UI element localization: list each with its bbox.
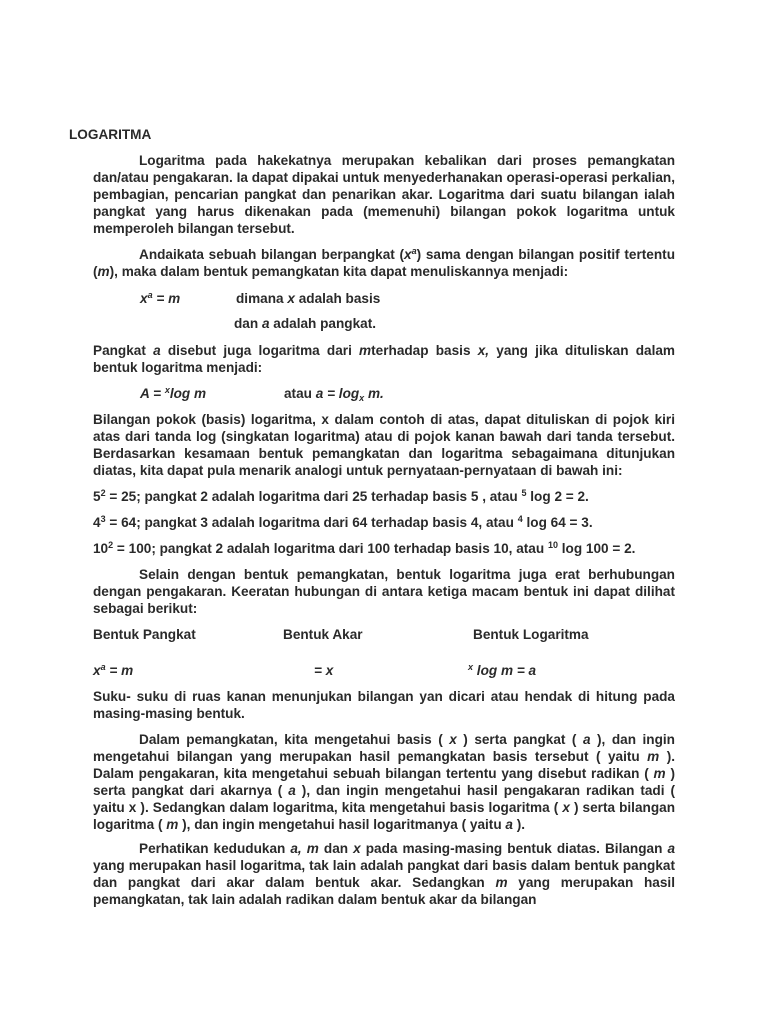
example-line-1: $5^2 = 25$; pangkat 2 adalah logaritma dari 25 terhadap basis 5 , atau $^5$ log 2 = 2. (93, 488, 589, 504)
example-line-3: $10^2 = 100$; pangkat 2 adalah logaritma dari 100 terhadap basis 10, atau $^{10}$ log 100 = 2. (93, 540, 636, 556)
table-header-log: Bentuk Logaritma (473, 627, 589, 642)
paragraph-relation: Selain dengan bentuk pemangkatan, bentuk logaritma juga erat berhubungan dengan pengakaran. Keeratan hubungan di antara ketiga macam bentuk ini dapat dilihat sebagai berikut: (93, 567, 675, 616)
example-line-2: $4^3 = 64$; pangkat 3 adalah logaritma dari 64 terhadap basis 4, atau $^4$ log 64 = 3. (93, 514, 593, 530)
paragraph-basis-notation: Bilangan pokok (basis) logaritma, x dalam contoh di atas, dapat dituliskan di pojok kiri atas dari tanda log (singkatan logaritma) atau di pojok kanan bawah dari tanda tersebut. Berdasarkan kesamaan bentuk pemangkatan dan logaritma sebagaimana ditunjukan diatas, kita dapat pula menarik analogi untuk pernyataan-pernyataan di bawah ini: (93, 412, 675, 478)
paragraph-power-definition: Andaikata sebuah bilangan berpangkat $(x^a)$ sama dengan bilangan positif tertentu (m), maka dalam bentuk pemangkatan kita dapat menuliskannya menjadi: (93, 246, 676, 279)
table-header-root: Bentuk Akar (283, 627, 363, 642)
table-cell-root: = x (314, 663, 334, 678)
paragraph-intro: Logaritma pada hakekatnya merupakan kebalikan dari proses pemangkatan dan/atau pengakaran. Ia dapat dipakai untuk menyederhanakan operasi-operasi perkalian, pembagian, pencarian pangkat dan penarikan akar. Logaritma dari suatu bilangan ialah pangkat yang harus dikenakan pada (memenuhi) bilangan pokok logaritma untuk memperoleh bilangan tersebut. (93, 153, 675, 236)
equation-power: $x^a = m$ (140, 290, 181, 306)
document-heading: LOGARITMA (69, 127, 152, 142)
paragraph-unknowns: Suku- suku di ruas kanan menunjukan bilangan yan dicari atau hendak di hitung pada masing-masing bentuk. (93, 689, 675, 721)
table-cell-power: $x^a = m$ (93, 662, 134, 678)
table-header-power: Bentuk Pangkat (93, 627, 196, 642)
paragraph-log-definition: Pangkat a disebut juga logaritma dari mterhadap basis x, yang jika dituliskan dalam bentuk logaritma menjadi: (93, 343, 675, 375)
table-cell-log: $^x$ log m = a (468, 662, 537, 678)
equation-log-right: atau $a = \log_x m$. (284, 386, 384, 403)
equation-log-left: A = $^x$log m (140, 385, 207, 401)
paragraph-comparison: Dalam pemangkatan, kita mengetahui basis ( x ) serta pangkat ( a ), dan ingin mengetahui bilangan yang merupakan hasil pemangkatan basis tersebut ( yaitu m ). Dalam pengakaran, kita mengetahui sebuah bilangan tertentu yang disebut radikan ( m ) serta pangkat dari akarnya ( a ), dan ingin mengetahui hasil pengakaran radikan tadi ( yaitu x ). Sedangkan dalam logaritma, kita mengetahui basis logaritma ( x ) serta bilangan logaritma ( m ), dan ingin mengetahui hasil logaritmanya ( yaitu a ). (93, 732, 675, 832)
paragraph-positions: Perhatikan kedudukan a, m dan x pada masing-masing bentuk diatas. Bilangan a yang merupakan hasil logaritma, tak lain adalah pangkat dari basis dalam bentuk pangkat dan pangkat dari akar dalam bentuk akar. Sedangkan m yang merupakan hasil pemangkatan, tak lain adalah radikan dalam bentuk akar da bilangan (93, 841, 675, 907)
equation-power-description-basis: dimana x adalah basis (236, 291, 381, 306)
equation-power-description-exponent: dan a adalah pangkat. (234, 316, 377, 331)
